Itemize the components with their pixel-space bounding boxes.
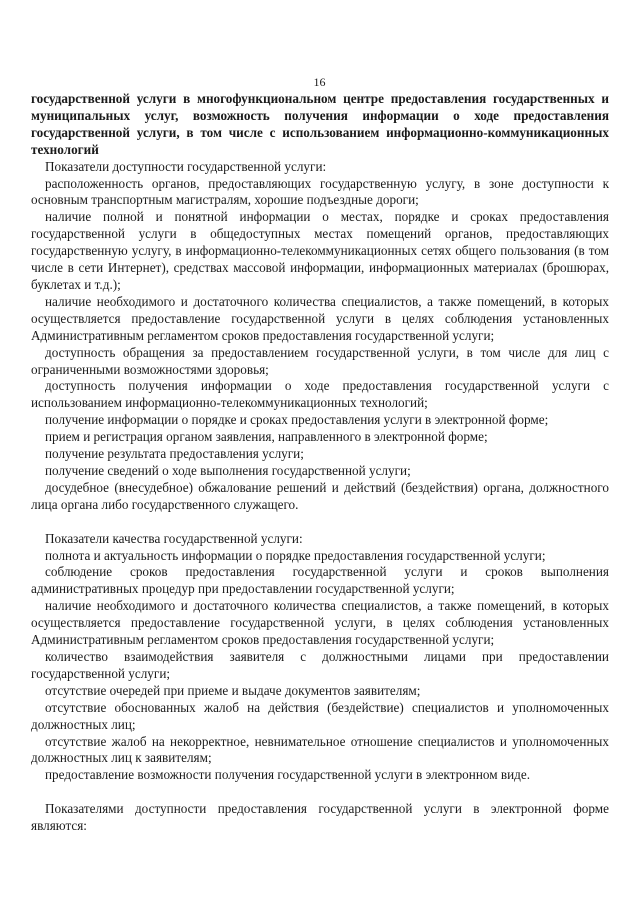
availability-item: наличие полной и понятной информации о местах, порядке и сроках предоставления государственной услуги в общедоступных местах помещений органов, предоставляющих государственную услугу, в информационно-телекоммуникационных сетях общего пользования (в том числе в сети Интернет), средствах массовой информации, информационных материалах (брошюрах, буклетах и т.д.); [31,209,609,292]
quality-item: количество взаимодействия заявителя с должностными лицами при предоставлении государственной услуги; [31,649,609,681]
availability-item: доступность получения информации о ходе предоставления государственной услуги с использованием информационно-телекоммуникационных технологий; [31,378,609,411]
availability-item: доступность обращения за предоставлением государственной услуги, в том числе для лиц с ограниченными возможностями здоровья; [31,344,609,377]
availability-title: Показатели доступности государственной услуги: [45,158,327,174]
quality-item: соблюдение сроков предоставления государственной услуги и сроков выполнения административных процедур при предоставлении государственной услуги; [31,564,609,597]
quality-item: полнота и актуальность информации о порядке предоставления государственной услуги; [45,547,546,563]
closing-paragraph: Показателями доступности предоставления государственной услуги в электронной форме являются: [31,801,609,834]
section-heading: государственной услуги в многофункциональном центре предоставления государственных и муниципальных услуг, возможность получения информации о ходе предоставления государственной услуги, в том числе с использованием информационно-коммуникационных технологий [31,91,609,157]
availability-item: получение сведений о ходе выполнения государственной услуги; [45,462,411,478]
quality-item: отсутствие обоснованных жалоб на действия (бездействие) специалистов и уполномоченных должностных лиц; [31,699,609,732]
quality-title: Показатели качества государственной услуги: [45,530,303,546]
availability-item: прием и регистрация органом заявления, направленного в электронной форме; [45,429,488,445]
quality-item: отсутствие жалоб на некорректное, невнимательное отношение специалистов и уполномоченных должностных лиц к заявителям; [31,733,609,766]
availability-item: получение результата предоставления услуги; [45,446,304,462]
quality-item: отсутствие очередей при приеме и выдаче документов заявителям; [45,682,421,698]
quality-item: наличие необходимого и достаточного количества специалистов, а также помещений, в которых осуществляется предоставление государственной услуги, в целях соблюдения установленных Административным регламентом сроков предоставления государственной услуги; [31,598,609,648]
availability-item: наличие необходимого и достаточного количества специалистов, а также помещений, в которых осуществляется предоставление государственной услуги в целях соблюдения установленных Административным регламентом сроков предоставления государственной услуги; [31,293,609,343]
quality-item: предоставление возможности получения государственной услуги в электронном виде. [45,767,531,783]
page-number: 16 [313,75,326,89]
document-body [31,91,609,835]
availability-item: расположенность органов, предоставляющих государственную услугу, в зоне доступности к основным транспортным магистралям, хорошие подъездные дороги; [31,175,609,208]
availability-item: получение информации о порядке и сроках предоставления услуги в электронной форме; [45,412,549,428]
availability-item: досудебное (внесудебное) обжалование решений и действий (бездействия) органа, должностного лица органа либо государственного служащего. [31,479,609,512]
